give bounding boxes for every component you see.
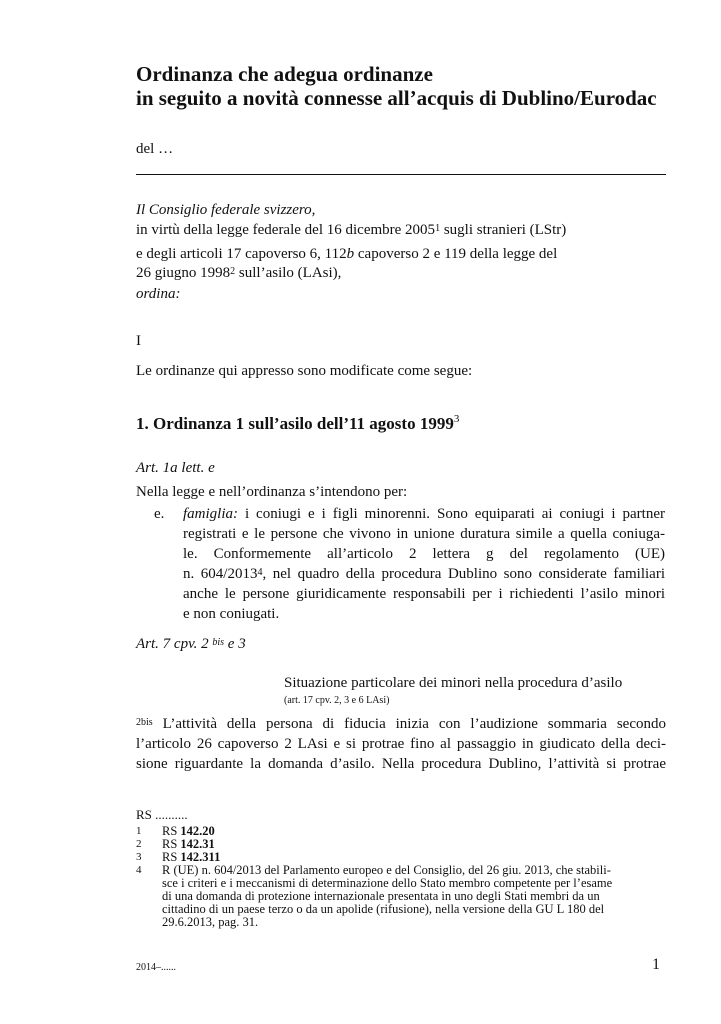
footnote-ref-3[interactable]: 3: [453, 413, 460, 425]
preamble-line-3: [136, 263, 341, 283]
article-label-1a: Art. 1a lett. e: [136, 460, 215, 476]
article-label-sup: bis: [212, 637, 225, 648]
list-item-line: [183, 504, 665, 524]
footnote-number: 2: [136, 838, 142, 850]
footnote-line: 29.6.2013, pag. 31.: [162, 915, 259, 929]
section-heading: [136, 414, 459, 434]
article-label-text: Art. 7 cpv. 2: [136, 636, 209, 652]
article-1a-intro: Nella legge e nell’ordinanza s’intendono per:: [136, 484, 408, 500]
preamble-line-2: [136, 244, 557, 264]
footnote-1: [136, 825, 666, 838]
footnote-prefix: RS: [162, 824, 181, 838]
footnote-ref-2[interactable]: 2: [230, 266, 236, 277]
paragraph-number: 2bis: [136, 717, 153, 728]
footnote-ref-4[interactable]: 4: [257, 567, 263, 578]
footnote-line: R (UE) n. 604/2013 del Parlamento europeo e del Consiglio, del 26 giu. 2013, che stabili-: [162, 863, 611, 877]
footnote-rs: RS ..........: [136, 807, 188, 822]
footnote-line: sce i criteri e i meccanismi di determinazione dello Stato membro competente per l’esame: [162, 876, 613, 890]
footnote-number: 3: [136, 851, 142, 863]
article-label-7: [136, 634, 246, 654]
list-item-e: [183, 504, 665, 624]
footnote-text: [162, 838, 666, 851]
footnote-4: [136, 864, 666, 929]
footer-code: 2014–......: [136, 962, 176, 973]
footnote-ref-number: 142.31: [180, 837, 215, 851]
term: famiglia:: [183, 506, 238, 522]
footnote-line: di una domanda di protezione internazionale presentata in uno degli Stati membri da un: [162, 889, 600, 903]
preamble-text: e degli articoli 17 capoverso 6, 112: [136, 246, 347, 262]
article-label-text: e 3: [224, 636, 246, 652]
footnote-text: [162, 864, 666, 929]
preamble-text: b: [346, 246, 355, 262]
title-line-2: in seguito a novità connesse all’acquis di Dublino/Eurodac: [136, 86, 657, 110]
list-item-line: [183, 564, 665, 584]
preamble-text: in virtù della legge federale del 16 dicembre 2005: [136, 222, 436, 238]
paragraph-line: [136, 714, 666, 734]
paragraph-2bis: [136, 714, 666, 774]
preamble-council: Il Consiglio federale svizzero,: [136, 202, 316, 218]
preamble-line-1: [136, 220, 566, 240]
list-item-letter: e.: [154, 506, 165, 522]
preamble-text: 26 giugno 1998: [136, 265, 231, 281]
list-item-line: e non coniugati.: [183, 606, 280, 622]
list-item-line: le. Conformemente all’articolo 2 lettera g del regolamento (UE): [183, 546, 665, 562]
footnote-ref-1[interactable]: 1: [435, 223, 441, 234]
item-text: , nel quadro della procedura Dublino sono considerate familiari: [262, 566, 665, 582]
section-heading-text: 1. Ordinanza 1 sull’asilo dell’11 agosto 1999: [136, 414, 454, 433]
marginal-reference: (art. 17 cpv. 2, 3 e 6 LAsi): [284, 695, 390, 706]
list-item-line: anche le persone giuridicamente responsabili per i richiedenti l’asilo minori: [183, 586, 665, 602]
document-title: [136, 62, 657, 110]
item-text: n. 604/2013: [183, 566, 258, 582]
date-line: del …: [136, 141, 174, 157]
footnotes: [136, 808, 666, 929]
intro-text: Le ordinanze qui appresso sono modificate come segue:: [136, 363, 473, 379]
footnote-prefix: RS: [162, 837, 181, 851]
footnote-line: cittadino di un paese terzo o da un apolide (rifusione), nella versione della GU L 180 del: [162, 902, 605, 916]
paragraph-text: L’attività della persona di fiducia inizia con l’audizione sommaria secondo: [152, 716, 666, 732]
preamble-text: capoverso 2 e 119 della legge del: [354, 246, 558, 262]
preamble-ordina: ordina:: [136, 286, 181, 302]
title-line-1: Ordinanza che adegua ordinanze: [136, 62, 433, 86]
footnote-number: 1: [136, 825, 142, 837]
page-number: 1: [652, 956, 660, 973]
item-text: i coniugi e i figli minorenni. Sono equiparati ai coniugi i partner: [238, 506, 665, 522]
marginal-title: Situazione particolare dei minori nella procedura d’asilo: [284, 675, 623, 691]
part-numeral: I: [136, 333, 141, 349]
footnote-ref-number: 142.20: [180, 824, 215, 838]
title-divider: [136, 174, 666, 175]
footnote-number: 4: [136, 864, 142, 876]
list-item-line: registrati e le persone che vivono in unione duratura simile a quella coniuga-: [183, 526, 665, 542]
paragraph-line: l’articolo 26 capoverso 2 LAsi e si protrae fino al passaggio in giudicato della deci-: [136, 736, 666, 752]
paragraph-line: sione riguardante la domanda d’asilo. Nella procedura Dublino, l’attività si protrae: [136, 756, 666, 772]
footnote-text: [162, 825, 666, 838]
preamble-text: sugli stranieri (LStr): [440, 222, 567, 238]
preamble-text: sull’asilo (LAsi),: [235, 265, 342, 281]
footnote-prefix: RS: [162, 850, 181, 864]
footnote-ref-number: 142.311: [180, 850, 221, 864]
